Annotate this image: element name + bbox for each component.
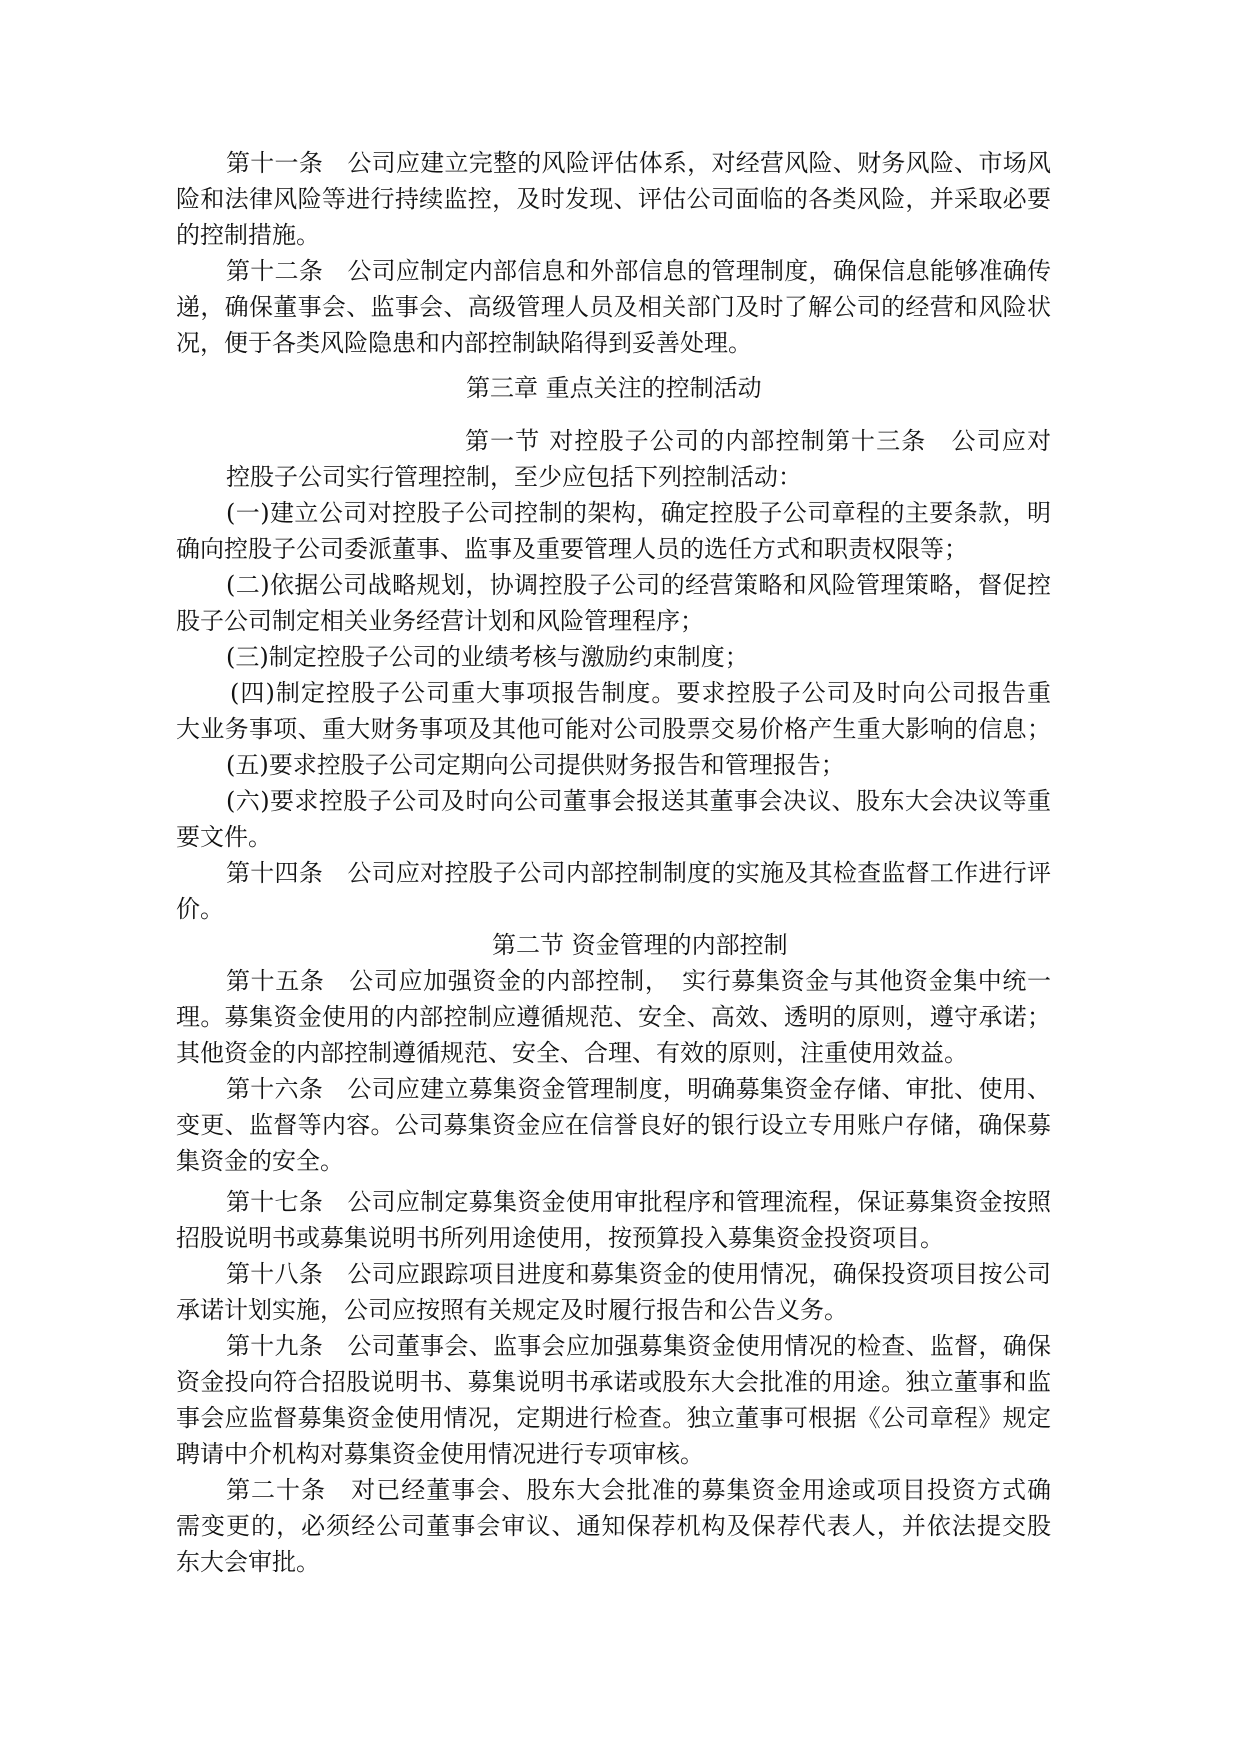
list-item-3	[176, 639, 1051, 675]
text-line: (六)要求控股子公司及时向公司董事会报送其董事会决议、股东大会决议等重	[226, 787, 1051, 815]
text-line: 险和法律风险等进行持续监控，及时发现、评估公司面临的各类风险，并采取必要	[176, 185, 1051, 213]
text-line: (四)制定控股子公司重大事项报告制度。要求控股子公司及时向公司报告重	[230, 679, 1051, 707]
text-line: 递，确保董事会、监事会、高级管理人员及相关部门及时了解公司的经营和风险状	[176, 293, 1051, 321]
list-item-2	[176, 567, 1051, 639]
text-line: 事会应监督募集资金使用情况，定期进行检查。独立董事可根据《公司章程》规定	[176, 1404, 1051, 1432]
text-line: 的控制措施。	[176, 221, 320, 249]
text-line: 第十八条 公司应跟踪项目进度和募集资金的使用情况，确保投资项目按公司	[226, 1260, 1051, 1288]
list-item-6	[176, 783, 1051, 855]
text-line: 控股子公司实行管理控制，至少应包括下列控制活动：	[226, 463, 802, 491]
text-line: 第十一条 公司应建立完整的风险评估体系，对经营风险、财务风险、市场风	[226, 149, 1051, 177]
text-line: 第十五条 公司应加强资金的内部控制， 实行募集资金与其他资金集中统一	[226, 967, 1051, 995]
text-line: 第二十条 对已经董事会、股东大会批准的募集资金用途或项目投资方式确	[226, 1476, 1051, 1504]
text-line: 承诺计划实施，公司应按照有关规定及时履行报告和公告义务。	[176, 1296, 848, 1324]
article-12	[176, 253, 1051, 361]
article-11	[176, 145, 1051, 253]
list-item-5	[176, 747, 1051, 783]
text-line: 变更、监督等内容。公司募集资金应在信誉良好的银行设立专用账户存储，确保募	[176, 1111, 1051, 1139]
chapter-heading: 第三章 重点关注的控制活动	[466, 374, 762, 402]
text-line: 第十四条 公司应对控股子公司内部控制制度的实施及其检查监督工作进行评	[226, 859, 1051, 887]
text-line: 第十九条 公司董事会、监事会应加强募集资金使用情况的检查、监督，确保	[226, 1332, 1051, 1360]
list-item-4	[176, 675, 1051, 747]
article-15	[176, 963, 1051, 1071]
document-page	[176, 145, 1051, 1580]
article-16	[176, 1071, 1051, 1179]
text-line: 价。	[176, 895, 224, 923]
text-line: 第十七条 公司应制定募集资金使用审批程序和管理流程，保证募集资金按照	[226, 1188, 1051, 1216]
article-20	[176, 1472, 1051, 1580]
text-line: 第十二条 公司应制定内部信息和外部信息的管理制度，确保信息能够准确传	[226, 257, 1051, 285]
text-line: (二)依据公司战略规划，协调控股子公司的经营策略和风险管理策略，督促控	[226, 571, 1051, 599]
text-line: 资金投向符合招股说明书、募集说明书承诺或股东大会批准的用途。独立董事和监	[176, 1368, 1051, 1396]
text-line: 招股说明书或募集说明书所列用途使用，按预算投入募集资金投资项目。	[176, 1224, 944, 1252]
text-line: (三)制定控股子公司的业绩考核与激励约束制度；	[226, 643, 749, 671]
list-item-1	[176, 495, 1051, 567]
text-line: 需变更的，必须经公司董事会审议、通知保荐机构及保荐代表人，并依法提交股	[176, 1512, 1051, 1540]
article-18	[176, 1256, 1051, 1328]
text-line: 要文件。	[176, 823, 272, 851]
article-19	[176, 1328, 1051, 1472]
text-line: 理。募集资金使用的内部控制应遵循规范、安全、高效、透明的原则，遵守承诺；	[176, 1003, 1051, 1031]
text-line: 确向控股子公司委派董事、监事及重要管理人员的选任方式和职责权限等；	[176, 535, 968, 563]
article-17	[176, 1184, 1051, 1256]
text-line: 况，便于各类风险隐患和内部控制缺陷得到妥善处理。	[176, 329, 752, 357]
text-line: (一)建立公司对控股子公司控制的架构，确定控股子公司章程的主要条款，明	[226, 499, 1051, 527]
text-line: 集资金的安全。	[176, 1147, 344, 1175]
article-13	[176, 459, 1051, 495]
text-line: 第十六条 公司应建立募集资金管理制度，明确募集资金存储、审批、使用、	[226, 1075, 1051, 1103]
article-14	[176, 855, 1051, 927]
text-line: 其他资金的内部控制遵循规范、安全、合理、有效的原则，注重使用效益。	[176, 1039, 968, 1067]
text-line: 东大会审批。	[176, 1548, 320, 1576]
text-line: (五)要求控股子公司定期向公司提供财务报告和管理报告；	[226, 751, 845, 779]
text-line: 股子公司制定相关业务经营计划和风险管理程序；	[176, 607, 704, 635]
section-heading: 第二节 资金管理的内部控制	[492, 931, 788, 959]
section-heading: 第一节 对控股子公司的内部控制第十三条 公司应对	[465, 427, 1051, 455]
text-line: 聘请中介机构对募集资金使用情况进行专项审核。	[176, 1440, 704, 1468]
text-line: 大业务事项、重大财务事项及其他可能对公司股票交易价格产生重大影响的信息；	[176, 715, 1051, 743]
